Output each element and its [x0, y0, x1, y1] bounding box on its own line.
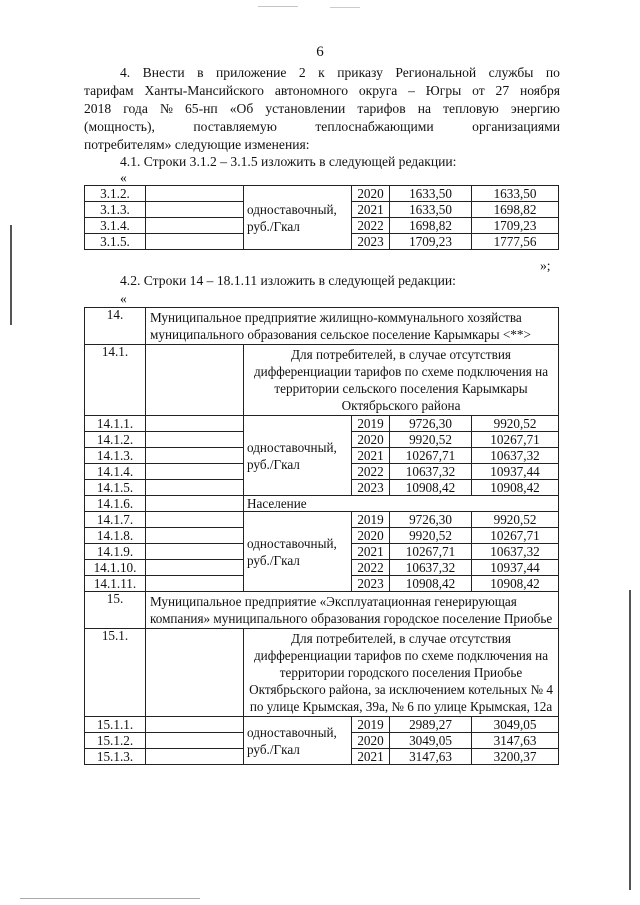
scan-artifact-top-2: [330, 7, 360, 8]
intro-word: 2: [298, 65, 306, 80]
row-number: 14.1.2.: [85, 432, 146, 448]
empty-cell: [146, 416, 244, 432]
intro-word: приказу: [337, 65, 383, 80]
empty-cell: [146, 186, 244, 202]
row-number: 14.: [85, 308, 146, 345]
section-4-2-heading: 4.2. Строки 14 – 18.1.11 изложить в следующей редакции:: [120, 273, 456, 288]
row-number: 3.1.4.: [85, 218, 146, 234]
value-1-cell: 10267,71: [390, 544, 472, 560]
value-1-cell: 10908,42: [390, 480, 472, 496]
row-number: 14.1.3.: [85, 448, 146, 464]
value-1-cell: 1709,23: [390, 234, 472, 250]
empty-cell: [146, 480, 244, 496]
value-2-cell: 3049,05: [472, 717, 559, 733]
value-2-cell: 10267,71: [472, 432, 559, 448]
row-number: 14.1.9.: [85, 544, 146, 560]
value-2-cell: 10908,42: [472, 576, 559, 592]
year-cell: 2022: [352, 464, 390, 480]
intro-last-line: потребителям» следующие изменения:: [84, 137, 310, 152]
value-1-cell: 1633,50: [390, 202, 472, 218]
intro-word: по: [545, 65, 560, 80]
year-cell: 2019: [352, 416, 390, 432]
section-4-1-heading: 4.1. Строки 3.1.2 – 3.1.5 изложить в следующей редакции:: [120, 154, 457, 169]
intro-line: [84, 118, 560, 136]
row-number: 3.1.3.: [85, 202, 146, 218]
year-cell: 2022: [352, 218, 390, 234]
intro-word: округа: [358, 83, 398, 98]
intro-line: [84, 100, 560, 118]
intro-word: тарифов: [357, 101, 406, 116]
value-1-cell: 9920,52: [390, 528, 472, 544]
empty-cell: [146, 629, 244, 717]
value-2-cell: 1633,50: [472, 186, 559, 202]
year-cell: 2021: [352, 749, 390, 765]
close-quote-1: »;: [540, 258, 551, 273]
page-number: 6: [316, 44, 324, 60]
value-2-cell: 1709,23: [472, 218, 559, 234]
open-quote-1: «: [120, 170, 127, 185]
intro-word: (мощность),: [84, 119, 155, 134]
intro-word: №: [159, 101, 173, 116]
scan-artifact-bottom: [20, 898, 200, 899]
org-row-14: [85, 308, 559, 345]
population-label-cell: Население: [244, 496, 559, 512]
year-cell: 2020: [352, 432, 390, 448]
value-2-cell: 10908,42: [472, 480, 559, 496]
empty-cell: [146, 576, 244, 592]
scan-artifact-left: [10, 225, 12, 325]
org-name-cell: Муниципальное предприятие «Эксплуатационная генерирующая компания» муниципального образования городское поселение Приобье: [146, 592, 559, 629]
empty-cell: [146, 544, 244, 560]
value-2-cell: 1698,82: [472, 202, 559, 218]
row-number: 14.1.11.: [85, 576, 146, 592]
year-cell: 2023: [352, 480, 390, 496]
intro-word: тепловую: [443, 101, 499, 116]
empty-cell: [146, 218, 244, 234]
empty-cell: [146, 448, 244, 464]
empty-cell: [146, 560, 244, 576]
value-1-cell: 3147,63: [390, 749, 472, 765]
year-cell: 2020: [352, 186, 390, 202]
table-row: [85, 512, 559, 528]
year-cell: 2022: [352, 560, 390, 576]
empty-cell: [146, 528, 244, 544]
value-1-cell: 10908,42: [390, 576, 472, 592]
intro-word: службы: [488, 65, 534, 80]
intro-word: Внести: [142, 65, 185, 80]
year-cell: 2021: [352, 544, 390, 560]
row-number: 15.1.2.: [85, 733, 146, 749]
intro-word: к: [318, 65, 325, 80]
table-14-15: [84, 307, 559, 765]
intro-word: –: [408, 83, 415, 98]
empty-cell: [146, 234, 244, 250]
row-number: 14.1.8.: [85, 528, 146, 544]
row-number: 14.1.10.: [85, 560, 146, 576]
row-number: 15.1.: [85, 629, 146, 717]
intro-word: автономного: [274, 83, 349, 98]
year-cell: 2020: [352, 528, 390, 544]
value-2-cell: 3147,63: [472, 733, 559, 749]
value-1-cell: 2989,27: [390, 717, 472, 733]
intro-word: ноября: [519, 83, 560, 98]
year-cell: 2023: [352, 234, 390, 250]
intro-word: установлении: [265, 101, 346, 116]
intro-word: 2018: [84, 101, 112, 116]
value-1-cell: 9726,30: [390, 512, 472, 528]
empty-cell: [146, 496, 244, 512]
intro-word: от: [472, 83, 485, 98]
value-1-cell: 10637,32: [390, 464, 472, 480]
empty-cell: [146, 749, 244, 765]
intro-word: на: [417, 101, 432, 116]
intro-word: Югры: [425, 83, 462, 98]
row-number: 15.1.1.: [85, 717, 146, 733]
intro-word: «Об: [229, 101, 254, 116]
consumer-group-cell: Для потребителей, в случае отсутствия дифференциации тарифов по схеме подключения на территории сельского поселения Карымкары Октябрьского района: [244, 345, 559, 416]
open-quote-2: «: [120, 291, 127, 306]
population-row: [85, 496, 559, 512]
row-number: 3.1.2.: [85, 186, 146, 202]
intro-word: Региональной: [395, 65, 477, 80]
scan-artifact-right: [629, 590, 631, 890]
table-row: [85, 717, 559, 733]
empty-cell: [146, 432, 244, 448]
row-number: 3.1.5.: [85, 234, 146, 250]
table-row: [85, 416, 559, 432]
value-2-cell: 10637,32: [472, 448, 559, 464]
intro-word: тарифам: [84, 83, 134, 98]
scan-artifact-top: [258, 6, 298, 7]
group-row-14-1: [85, 345, 559, 416]
value-2-cell: 1777,56: [472, 234, 559, 250]
row-number: 14.1.4.: [85, 464, 146, 480]
value-2-cell: 9920,52: [472, 416, 559, 432]
empty-cell: [146, 733, 244, 749]
year-cell: 2019: [352, 512, 390, 528]
org-name-cell: Муниципальное предприятие жилищно-коммунального хозяйства муниципального образования сельское поселение Карымкары <**>: [146, 308, 559, 345]
intro-word: 4.: [120, 65, 131, 80]
table-row: [85, 186, 559, 202]
intro-word: года: [123, 101, 148, 116]
value-1-cell: 9726,30: [390, 416, 472, 432]
table-3-1: [84, 185, 559, 250]
value-1-cell: 9920,52: [390, 432, 472, 448]
tariff-type-cell: одноставочный, руб./Гкал: [244, 186, 352, 250]
intro-word: энергию: [510, 101, 560, 116]
intro-word: 27: [495, 83, 510, 98]
row-number: 14.1.7.: [85, 512, 146, 528]
row-number: 14.1.5.: [85, 480, 146, 496]
tariff-type-cell: одноставочный, руб./Гкал: [244, 717, 352, 765]
value-2-cell: 9920,52: [472, 512, 559, 528]
intro-word: поставляемую: [193, 119, 277, 134]
consumer-group-cell: Для потребителей, в случае отсутствия дифференциации тарифов по схеме подключения на территории городского поселения Приобье Октябрьского района, за исключением котельных № 4 по улице Крымская, 39а, № 6 по улице Крымская, 12а: [244, 629, 559, 717]
year-cell: 2020: [352, 733, 390, 749]
year-cell: 2021: [352, 448, 390, 464]
empty-cell: [146, 464, 244, 480]
tariff-type-cell: одноставочный, руб./Гкал: [244, 416, 352, 496]
year-cell: 2023: [352, 576, 390, 592]
org-row-15: [85, 592, 559, 629]
intro-word: теплоснабжающими: [315, 119, 434, 134]
value-2-cell: 10637,32: [472, 544, 559, 560]
intro-paragraph: [84, 64, 560, 154]
intro-line: [84, 82, 560, 100]
empty-cell: [146, 717, 244, 733]
value-2-cell: 3200,37: [472, 749, 559, 765]
row-number: 14.1.6.: [85, 496, 146, 512]
value-1-cell: 1633,50: [390, 186, 472, 202]
year-cell: 2019: [352, 717, 390, 733]
value-1-cell: 10267,71: [390, 448, 472, 464]
intro-word: в: [197, 65, 204, 80]
row-number: 14.1.: [85, 345, 146, 416]
group-row-15-1: [85, 629, 559, 717]
value-2-cell: 10937,44: [472, 560, 559, 576]
row-number: 14.1.1.: [85, 416, 146, 432]
value-2-cell: 10937,44: [472, 464, 559, 480]
row-number: 15.: [85, 592, 146, 629]
intro-word: организациями: [472, 119, 560, 134]
empty-cell: [146, 345, 244, 416]
year-cell: 2021: [352, 202, 390, 218]
empty-cell: [146, 202, 244, 218]
value-2-cell: 10267,71: [472, 528, 559, 544]
empty-cell: [146, 512, 244, 528]
value-1-cell: 3049,05: [390, 733, 472, 749]
value-1-cell: 1698,82: [390, 218, 472, 234]
value-1-cell: 10637,32: [390, 560, 472, 576]
intro-line: [84, 64, 560, 82]
intro-word: Ханты-Мансийского: [144, 83, 264, 98]
row-number: 15.1.3.: [85, 749, 146, 765]
intro-word: приложение: [216, 65, 287, 80]
tariff-type-cell: одноставочный, руб./Гкал: [244, 512, 352, 592]
intro-word: 65-нп: [185, 101, 218, 116]
